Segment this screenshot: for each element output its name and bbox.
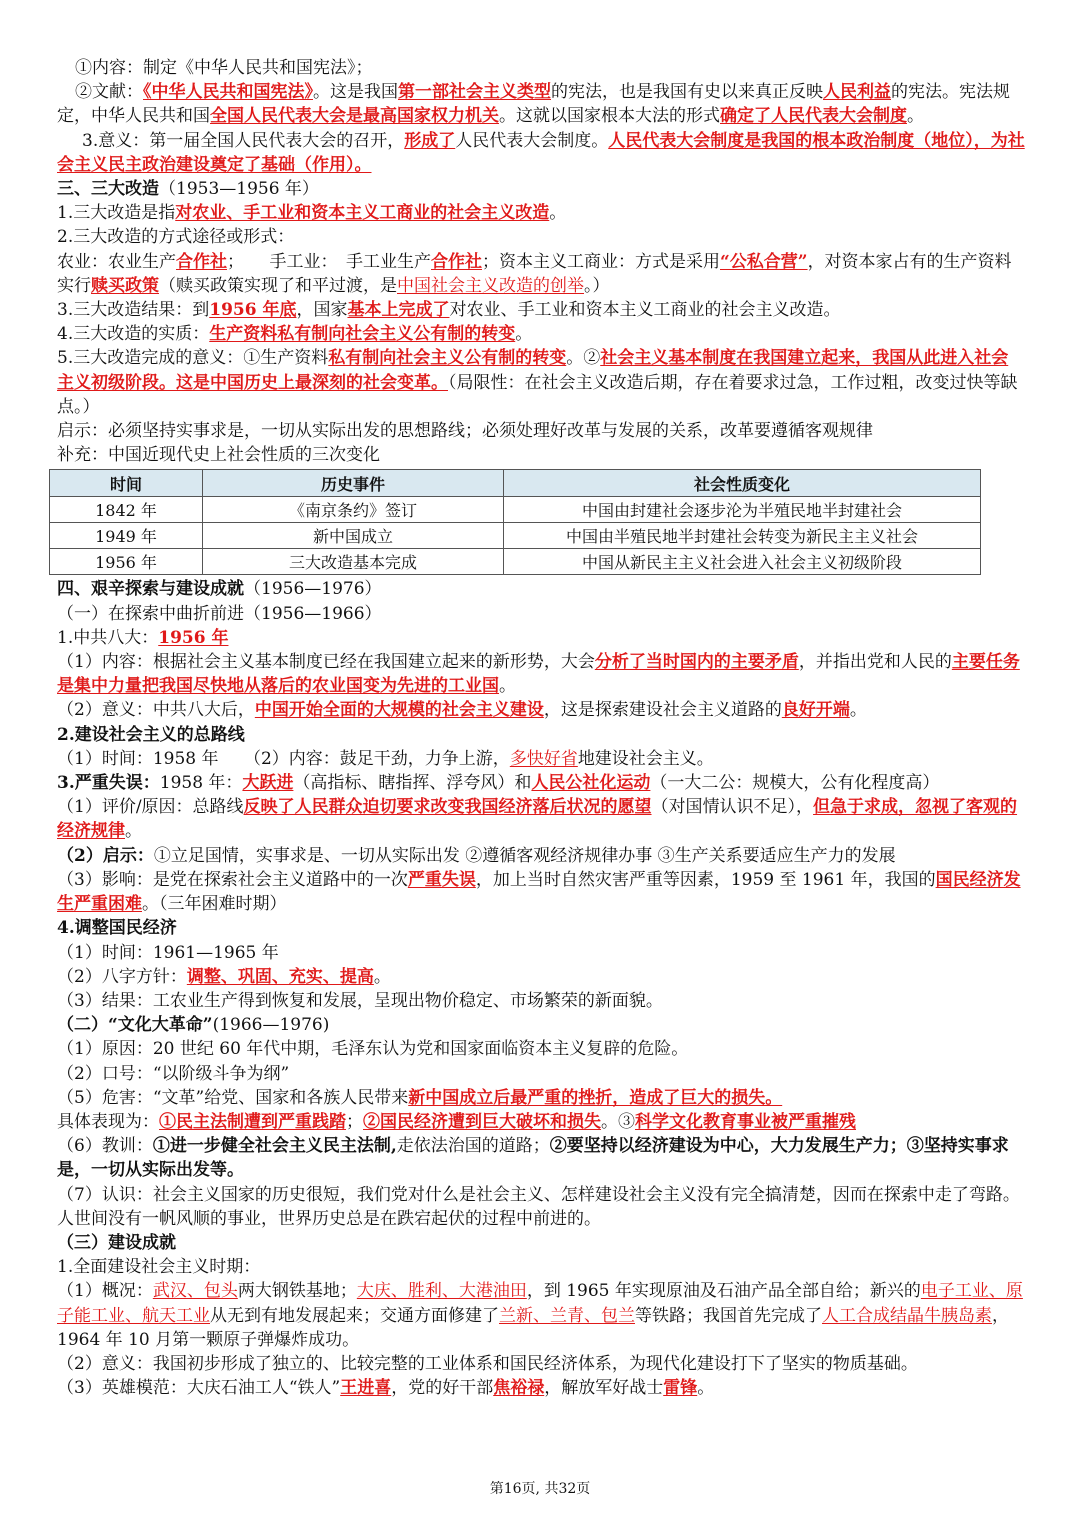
text-run: 。（三年困难时期） bbox=[142, 894, 287, 915]
text-run: 对农业、手工业和资本主义工商业的社会主义改造。 bbox=[449, 300, 841, 321]
text-run: （一大二公：规模大，公有化程度高） bbox=[650, 773, 940, 794]
highlight-run: 中国社会主义改造的创举 bbox=[397, 275, 584, 296]
text-run: 人民代表大会制度。 bbox=[455, 130, 609, 151]
highlight-run: 国民经济发生严重困难 bbox=[57, 869, 1021, 915]
text-run: 从无到有地发展起来；交通方面修建了 bbox=[210, 1305, 499, 1326]
text-run: ；资本主义工商业：方式是采用 bbox=[482, 251, 720, 272]
text-run: （1）概况： bbox=[57, 1281, 153, 1302]
highlight-run: 赎买政策 bbox=[91, 275, 159, 296]
table-cell: 中国由封建社会逐步沦为半殖民地半封建社会 bbox=[504, 497, 981, 523]
text-run: 。 bbox=[499, 676, 516, 697]
text-run: （2）意义：我国初步形成了独立的、比较完整的工业体系和国民经济体系，为现代化建设打下了坚实的物质基础。 bbox=[57, 1353, 918, 1374]
highlight-run: 人民公社化运动 bbox=[531, 773, 651, 794]
highlight-run: 《中华人民共和国宪法》 bbox=[143, 82, 313, 103]
text-run: （2）八字方针： bbox=[57, 966, 187, 987]
text-run: （2）意义：中共八大后， bbox=[57, 700, 255, 721]
highlight-run: 科学文化教育事业被严重摧残 bbox=[635, 1111, 856, 1132]
line bbox=[57, 1013, 1025, 1037]
text-run: ，解放军好战士 bbox=[544, 1378, 664, 1399]
table-cell: 三大改造基本完成 bbox=[203, 549, 504, 575]
table-cell: 1956 年 bbox=[50, 549, 203, 575]
line bbox=[57, 201, 1025, 225]
text-run: 。） bbox=[584, 275, 610, 296]
text-run: ，对资本家占有的生产资料实行 bbox=[57, 251, 1012, 296]
highlight-run: 全国人民代表大会是最高国家权力机关 bbox=[210, 106, 499, 127]
highlight-run: 合作社 bbox=[431, 251, 482, 272]
highlight-run: 兰新、兰青、包兰 bbox=[499, 1305, 635, 1326]
text-run: 农业：农业生产 bbox=[57, 251, 176, 272]
text-run: ②文献： bbox=[75, 82, 143, 103]
highlight-run: 对农业、手工业和资本主义工商业的社会主义改造 bbox=[175, 203, 550, 224]
text-run: 。 bbox=[849, 700, 867, 721]
text-run: （3）英雄模范：大庆石油工人“铁人” bbox=[57, 1378, 341, 1399]
text-run: 5.三大改造完成的意义：①生产资料 bbox=[57, 348, 329, 369]
line bbox=[57, 1037, 1025, 1061]
table-header-cell: 社会性质变化 bbox=[504, 470, 981, 497]
table-cell: 1842 年 bbox=[50, 497, 203, 523]
text-run: 的宪法，也是我国有史以来真正反映 bbox=[551, 82, 823, 103]
line bbox=[57, 868, 1025, 916]
highlight-run: 分析了当时国内的主要矛盾 bbox=[594, 652, 799, 673]
line bbox=[57, 1255, 1025, 1279]
text-run: 1958 年： bbox=[159, 773, 243, 794]
text-run: 。 bbox=[549, 203, 567, 224]
table-header-cell: 历史事件 bbox=[203, 470, 504, 497]
text-run: （2）口号：“以阶级斗争为纲” bbox=[57, 1063, 290, 1084]
text-run: 。② bbox=[566, 348, 601, 369]
highlight-run: （三）建设成就 bbox=[57, 1232, 176, 1253]
highlight-run: “公私合营” bbox=[720, 251, 808, 272]
section-heading bbox=[57, 577, 1025, 601]
highlight-run: 四、艰辛探索与建设成就 bbox=[57, 579, 244, 600]
text-run: ①立足国情，实事求是、一切从实际出发 ②遵循客观经济规律办事 ③生产关系要适应生产力的发展 bbox=[153, 845, 896, 866]
text-run: 。 bbox=[907, 106, 924, 127]
line bbox=[57, 1376, 1025, 1400]
text-run: 2.三大改造的方式途径或形式： bbox=[57, 227, 295, 248]
highlight-run: 大庆、胜利、大港油田 bbox=[356, 1281, 527, 1302]
text-run: （5）危害：“文革”给党、国家和各族人民带来 bbox=[57, 1087, 409, 1108]
text-run: （3）影响：是党在探索社会主义道路中的一次 bbox=[57, 869, 408, 890]
highlight-run: 多快好省 bbox=[509, 748, 578, 769]
text-run: 启示：必须坚持实事求是，一切从实际出发的思想路线；必须处理好改革与发展的关系，改革要遵循客观规律 bbox=[57, 421, 873, 442]
highlight-run: 2.建设社会主义的总路线 bbox=[57, 724, 245, 745]
text-run: （1）原因：20 世纪 60 年代中期，毛泽东认为党和国家面临资本主义复辟的危险。 bbox=[57, 1039, 689, 1060]
highlight-run: 1956 年底 bbox=[209, 300, 297, 321]
text-run: 1.中共八大： bbox=[57, 627, 159, 648]
highlight-run: 基本上完成了 bbox=[347, 300, 450, 321]
text-run: 。这是我国 bbox=[313, 82, 398, 103]
highlight-run: 雷锋 bbox=[663, 1378, 698, 1399]
text-run: （1）时间：1961—1965 年 bbox=[57, 942, 279, 963]
text-run: 3.三大改造结果：到 bbox=[57, 300, 210, 321]
text-run: 走依法治国的道路； bbox=[396, 1136, 550, 1157]
text-run: 的宪法。宪法规定，中华人民共和国 bbox=[57, 82, 1010, 127]
text-run: （7）认识：社会主义国家的历史很短，我们党对什么是社会主义、怎样建设社会主义没有完全搞清楚，因而在探索中走了弯路。人世间没有一帆风顺的事业，世界历史总是在跌宕起伏的过程中前进的。 bbox=[57, 1184, 1020, 1229]
table-header-row bbox=[50, 470, 981, 497]
text-run: （赎买政策实现了和平过渡，是 bbox=[159, 275, 397, 296]
text-run: 3.意义：第一届全国人民代表大会的召开， bbox=[82, 130, 405, 151]
text-run: 具体表现为： bbox=[57, 1111, 159, 1132]
highlight-run: ①进一步健全社会主义民主法制, bbox=[152, 1136, 397, 1157]
highlight-run: 严重失误 bbox=[407, 869, 476, 890]
highlight-run: （二）“文化大革命” bbox=[57, 1015, 213, 1036]
highlight-run: 确定了人民代表大会制度 bbox=[720, 106, 907, 127]
line bbox=[57, 250, 1025, 298]
text-run: （3）结果：工农业生产得到恢复和发展，呈现出物价稳定、市场繁荣的新面貌。 bbox=[57, 990, 663, 1011]
text-run: 。这就以国家根本大法的形式 bbox=[499, 106, 720, 127]
highlight-run: ②要坚持以经济建设为中心，大力发展生产力；③坚持实事求是，一切从实际出发等。 bbox=[57, 1136, 1009, 1181]
highlight-run: 良好开端 bbox=[781, 700, 850, 721]
line bbox=[57, 1279, 1025, 1352]
table-row bbox=[50, 523, 981, 549]
text-run: （1）评价/原因：总路线 bbox=[57, 797, 244, 818]
line bbox=[57, 1183, 1025, 1231]
line bbox=[57, 916, 1025, 940]
text-run: ，到 1965 年实现原油及石油产品全部自给；新兴的 bbox=[526, 1281, 921, 1302]
text-run: （局限性：在社会主义改造后期，存在着要求过急，工作过粗，改变过快等缺点。） bbox=[57, 372, 1018, 417]
text-run: 两大钢铁基地； bbox=[237, 1281, 357, 1302]
highlight-run: 私有制向社会主义公有制的转变 bbox=[328, 348, 567, 369]
text-run: (1966—1976) bbox=[212, 1015, 330, 1036]
line bbox=[57, 1231, 1025, 1255]
text-run: ，1964 年 10 月第一颗原子弹爆炸成功。 bbox=[57, 1305, 1009, 1350]
highlight-run: 三、三大改造 bbox=[57, 179, 159, 200]
text-run: ； bbox=[346, 1111, 363, 1132]
text-run: 。 bbox=[697, 1378, 715, 1399]
line bbox=[57, 844, 1025, 868]
highlight-run: 人民利益 bbox=[823, 82, 891, 103]
text-run: ，这是探索建设社会主义道路的 bbox=[543, 700, 782, 721]
table-cell: 中国由半殖民地半封建社会转变为新民主主义社会 bbox=[504, 523, 981, 549]
line bbox=[57, 1086, 1025, 1110]
table-header-cell: 时间 bbox=[50, 470, 203, 497]
text-run: ； 手工业： 手工业生产 bbox=[227, 251, 431, 272]
line bbox=[57, 1110, 1025, 1134]
text-run: ，并指出党和人民的 bbox=[798, 652, 952, 673]
social-nature-table bbox=[49, 469, 981, 575]
table-cell: 中国从新民主主义社会进入社会主义初级阶段 bbox=[504, 549, 981, 575]
text-run: 。 bbox=[125, 821, 142, 842]
line bbox=[57, 1352, 1025, 1376]
line bbox=[57, 443, 1025, 467]
highlight-run: 3.严重失误： bbox=[57, 773, 160, 794]
table-cell: 《南京条约》签订 bbox=[203, 497, 504, 523]
highlight-run: 武汉、包头 bbox=[152, 1281, 238, 1302]
table-cell: 1949 年 bbox=[50, 523, 203, 549]
highlight-run: 第一部社会主义类型 bbox=[398, 82, 551, 103]
highlight-run: 反映了人民群众迫切要求改变我国经济落后状况的愿望 bbox=[243, 797, 652, 818]
highlight-run: 合作社 bbox=[176, 251, 227, 272]
line bbox=[57, 80, 1025, 128]
highlight-run: 形成了 bbox=[404, 130, 456, 151]
text-run: （高指标、瞎指挥、浮夸风）和 bbox=[293, 773, 532, 794]
text-run: 。 bbox=[373, 966, 391, 987]
text-run: （1953—1956 年） bbox=[159, 179, 319, 200]
text-run: （1956—1976） bbox=[244, 579, 382, 600]
highlight-run: （2）启示： bbox=[57, 845, 154, 866]
highlight-run: ①民主法制遭到严重践踏 bbox=[159, 1111, 346, 1132]
line bbox=[57, 225, 1025, 249]
section-heading bbox=[57, 177, 1025, 201]
text-run: 补充：中国近现代史上社会性质的三次变化 bbox=[57, 445, 380, 466]
highlight-run: 人工合成结晶牛胰岛素 bbox=[822, 1305, 992, 1326]
text-run: （1）时间：1958 年 （2）内容：鼓足干劲，力争上游， bbox=[57, 748, 510, 769]
text-run: 1.全面建设社会主义时期： bbox=[57, 1257, 261, 1278]
highlight-run: 新中国成立后最严重的挫折，造成了巨大的损失。 bbox=[408, 1087, 783, 1108]
page-number: 第16页, 共32页 bbox=[489, 1481, 591, 1497]
line bbox=[57, 298, 1025, 322]
highlight-run: 电子工业、原子能工业、航天工业 bbox=[57, 1281, 1023, 1326]
line bbox=[57, 723, 1025, 747]
text-run: ，国家 bbox=[296, 300, 348, 321]
highlight-run: 大跃进 bbox=[242, 773, 294, 794]
text-run: ，党的好干部 bbox=[391, 1378, 494, 1399]
line bbox=[57, 129, 1025, 177]
line bbox=[57, 965, 1025, 989]
text-run: （1）内容：根据社会主义基本制度已经在我国建立起来的新形势，大会 bbox=[57, 652, 595, 673]
text-run: （对国情认识不足）， bbox=[651, 797, 814, 818]
line bbox=[57, 747, 1025, 771]
line bbox=[57, 795, 1025, 843]
highlight-run: 人民代表大会制度是我国的根本政治制度（地位），为社会主义民主政治建设奠定了基础（作用）。 bbox=[57, 130, 1025, 175]
highlight-run: 焦裕禄 bbox=[493, 1378, 545, 1399]
line bbox=[57, 1134, 1025, 1182]
line bbox=[57, 771, 1025, 795]
line bbox=[57, 698, 1025, 722]
text-run: ，加上当时自然灾害严重等因素，1959 至 1961 年，我国的 bbox=[475, 869, 936, 890]
line bbox=[57, 419, 1025, 443]
highlight-run: 生产资料私有制向社会主义公有制的转变 bbox=[209, 324, 516, 345]
line bbox=[57, 1062, 1025, 1086]
text-run: 。 bbox=[515, 324, 533, 345]
table-row bbox=[50, 549, 981, 575]
highlight-run: 中国开始全面的大规模的社会主义建设 bbox=[254, 700, 544, 721]
text-run: 地建设社会主义。 bbox=[577, 748, 714, 769]
highlight-run: 4.调整国民经济 bbox=[57, 918, 177, 939]
text-run: ①内容：制定《中华人民共和国宪法》； bbox=[75, 58, 373, 78]
text-run: 1.三大改造是指 bbox=[57, 203, 176, 224]
table-cell: 新中国成立 bbox=[203, 523, 504, 549]
line bbox=[57, 626, 1025, 650]
text-run: 4.三大改造的实质： bbox=[57, 324, 210, 345]
text-run: （6）教训： bbox=[57, 1136, 153, 1157]
line bbox=[57, 346, 1025, 419]
highlight-run: 1956 年 bbox=[158, 627, 229, 648]
highlight-run: 调整、巩固、充实、提高 bbox=[186, 966, 374, 987]
table-row bbox=[50, 497, 981, 523]
highlight-run: 主要任务是集中力量把我国尽快地从落后的农业国变为先进的工业国 bbox=[57, 652, 1020, 697]
highlight-run: 王进喜 bbox=[340, 1378, 392, 1399]
highlight-run: 社会主义基本制度在我国建立起来，我国从此进入社会主义初级阶段。这是中国历史上最深刻的社会变革。 bbox=[57, 348, 1009, 393]
line bbox=[57, 941, 1025, 965]
line bbox=[57, 322, 1025, 346]
document-page bbox=[57, 56, 1025, 1400]
text-run: 等铁路；我国首先完成了 bbox=[635, 1305, 822, 1326]
highlight-run: ②国民经济遭到巨大破坏和损失 bbox=[363, 1111, 601, 1132]
line bbox=[57, 989, 1025, 1013]
text-run: （一）在探索中曲折前进（1956—1966） bbox=[57, 603, 382, 624]
line bbox=[57, 602, 1025, 626]
text-run: 。③ bbox=[601, 1111, 635, 1132]
line bbox=[57, 56, 1025, 80]
line bbox=[57, 650, 1025, 698]
highlight-run: 但急于求成，忽视了客观的经济规律 bbox=[57, 797, 1018, 842]
